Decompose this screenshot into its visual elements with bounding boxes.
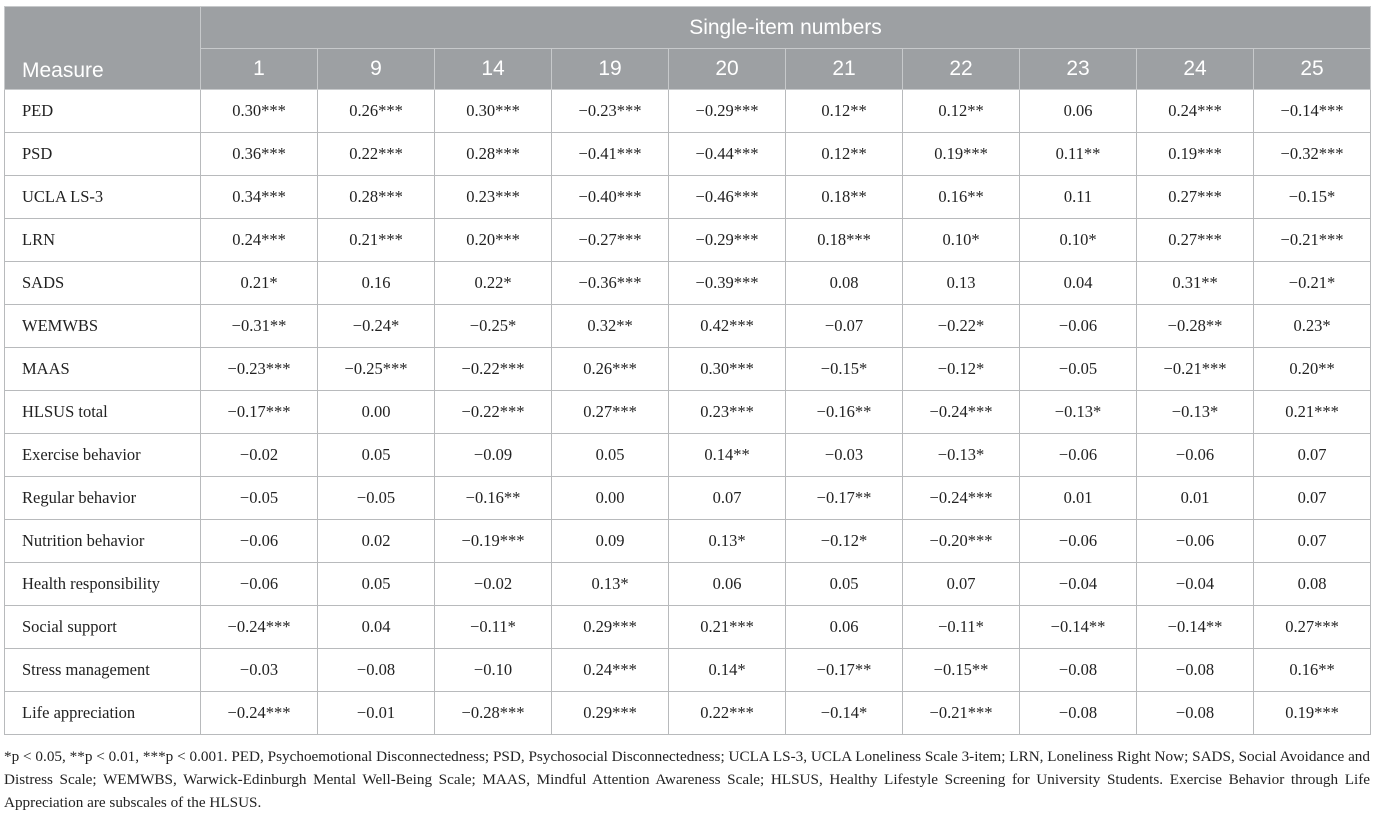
table-cell: 0.42*** — [669, 305, 786, 348]
row-label: UCLA LS-3 — [5, 176, 201, 219]
table-row — [5, 133, 1371, 176]
table-cell: −0.23*** — [201, 348, 318, 391]
table-cell: −0.24*** — [201, 606, 318, 649]
table-cell: −0.15** — [903, 649, 1020, 692]
table-cell: 0.11** — [1020, 133, 1137, 176]
row-label: Social support — [5, 606, 201, 649]
table-cell: 0.18*** — [786, 219, 903, 262]
column-header-23: 23 — [1020, 49, 1137, 90]
table-cell: 0.07 — [1254, 434, 1371, 477]
table-cell: −0.07 — [786, 305, 903, 348]
table-cell: −0.14** — [1137, 606, 1254, 649]
table-cell: −0.04 — [1137, 563, 1254, 606]
table-cell: −0.21* — [1254, 262, 1371, 305]
table-cell: 0.04 — [1020, 262, 1137, 305]
table-row — [5, 606, 1371, 649]
column-header-row — [5, 49, 1371, 90]
table-cell: −0.21*** — [1137, 348, 1254, 391]
table-cell: −0.03 — [786, 434, 903, 477]
table-cell: −0.27*** — [552, 219, 669, 262]
table-cell: −0.08 — [1020, 692, 1137, 735]
table-cell: −0.16** — [435, 477, 552, 520]
table-cell: −0.28*** — [435, 692, 552, 735]
table-cell: 0.06 — [669, 563, 786, 606]
table-cell: 0.27*** — [552, 391, 669, 434]
table-cell: 0.24*** — [552, 649, 669, 692]
row-label: LRN — [5, 219, 201, 262]
table-cell: 0.04 — [318, 606, 435, 649]
table-cell: −0.08 — [1020, 649, 1137, 692]
table-cell: −0.15* — [1254, 176, 1371, 219]
row-label: WEMWBS — [5, 305, 201, 348]
table-cell: 0.23*** — [669, 391, 786, 434]
table-row — [5, 520, 1371, 563]
table-body — [5, 90, 1371, 735]
table-cell: 0.22* — [435, 262, 552, 305]
row-label: Regular behavior — [5, 477, 201, 520]
table-cell: −0.25* — [435, 305, 552, 348]
table-cell: 0.24*** — [1137, 90, 1254, 133]
table-cell: −0.24*** — [903, 391, 1020, 434]
table-cell: −0.13* — [903, 434, 1020, 477]
table-cell: 0.26*** — [318, 90, 435, 133]
table-cell: 0.28*** — [318, 176, 435, 219]
table-cell: −0.25*** — [318, 348, 435, 391]
table-cell: 0.29*** — [552, 692, 669, 735]
table-cell: −0.14*** — [1254, 90, 1371, 133]
table-cell: 0.24*** — [201, 219, 318, 262]
table-cell: 0.08 — [786, 262, 903, 305]
table-cell: 0.26*** — [552, 348, 669, 391]
table-cell: −0.06 — [1020, 305, 1137, 348]
table-cell: 0.00 — [318, 391, 435, 434]
table-cell: −0.17*** — [201, 391, 318, 434]
row-label: SADS — [5, 262, 201, 305]
table-row — [5, 563, 1371, 606]
table-cell: 0.06 — [786, 606, 903, 649]
table-cell: 0.07 — [1254, 520, 1371, 563]
table-row — [5, 434, 1371, 477]
table-cell: 0.08 — [1254, 563, 1371, 606]
table-cell: −0.24*** — [201, 692, 318, 735]
row-label: PED — [5, 90, 201, 133]
table-row — [5, 219, 1371, 262]
table-cell: −0.03 — [201, 649, 318, 692]
table-cell: 0.07 — [1254, 477, 1371, 520]
table-cell: 0.20*** — [435, 219, 552, 262]
column-header-19: 19 — [552, 49, 669, 90]
table-cell: −0.21*** — [903, 692, 1020, 735]
row-label: MAAS — [5, 348, 201, 391]
table-cell: 0.19*** — [1254, 692, 1371, 735]
table-cell: 0.28*** — [435, 133, 552, 176]
table-cell: −0.21*** — [1254, 219, 1371, 262]
table-cell: −0.17** — [786, 477, 903, 520]
table-cell: −0.08 — [1137, 649, 1254, 692]
table-cell: 0.07 — [669, 477, 786, 520]
table-cell: −0.22*** — [435, 391, 552, 434]
table-cell: 0.27*** — [1137, 219, 1254, 262]
table-cell: 0.23*** — [435, 176, 552, 219]
table-cell: 0.10* — [1020, 219, 1137, 262]
table-row — [5, 90, 1371, 133]
table-cell: 0.21*** — [318, 219, 435, 262]
table-cell: 0.30*** — [669, 348, 786, 391]
measure-column-header: Measure — [5, 7, 201, 90]
table-cell: −0.24*** — [903, 477, 1020, 520]
table-cell: −0.36*** — [552, 262, 669, 305]
table-cell: −0.29*** — [669, 90, 786, 133]
table-cell: −0.06 — [1020, 434, 1137, 477]
table-cell: 0.18** — [786, 176, 903, 219]
table-cell: 0.00 — [552, 477, 669, 520]
table-cell: −0.08 — [318, 649, 435, 692]
row-label: Exercise behavior — [5, 434, 201, 477]
table-cell: −0.04 — [1020, 563, 1137, 606]
table-cell: −0.11* — [435, 606, 552, 649]
table-cell: 0.22*** — [669, 692, 786, 735]
table-cell: 0.31** — [1137, 262, 1254, 305]
table-cell: −0.32*** — [1254, 133, 1371, 176]
table-cell: 0.20** — [1254, 348, 1371, 391]
table-cell: 0.11 — [1020, 176, 1137, 219]
row-label: Health responsibility — [5, 563, 201, 606]
table-cell: 0.01 — [1020, 477, 1137, 520]
table-cell: −0.12* — [903, 348, 1020, 391]
table-cell: 0.14** — [669, 434, 786, 477]
column-header-22: 22 — [903, 49, 1020, 90]
table-cell: 0.07 — [903, 563, 1020, 606]
table-cell: 0.21*** — [669, 606, 786, 649]
table-cell: 0.36*** — [201, 133, 318, 176]
table-row — [5, 305, 1371, 348]
table-cell: −0.13* — [1137, 391, 1254, 434]
table-cell: 0.12** — [786, 90, 903, 133]
table-cell: 0.21*** — [1254, 391, 1371, 434]
table-row — [5, 477, 1371, 520]
column-header-1: 1 — [201, 49, 318, 90]
table-cell: −0.06 — [201, 520, 318, 563]
column-header-14: 14 — [435, 49, 552, 90]
row-label: HLSUS total — [5, 391, 201, 434]
table-cell: −0.09 — [435, 434, 552, 477]
table-row — [5, 649, 1371, 692]
row-label: PSD — [5, 133, 201, 176]
table-cell: 0.09 — [552, 520, 669, 563]
table-cell: 0.32** — [552, 305, 669, 348]
table-cell: −0.24* — [318, 305, 435, 348]
table-cell: −0.23*** — [552, 90, 669, 133]
table-cell: 0.14* — [669, 649, 786, 692]
table-header — [5, 7, 1371, 90]
table-cell: 0.16 — [318, 262, 435, 305]
table-cell: −0.22* — [903, 305, 1020, 348]
correlation-table-container — [4, 6, 1370, 735]
table-cell: −0.14** — [1020, 606, 1137, 649]
table-cell: −0.10 — [435, 649, 552, 692]
table-cell: −0.06 — [1020, 520, 1137, 563]
table-cell: 0.12** — [903, 90, 1020, 133]
table-cell: 0.34*** — [201, 176, 318, 219]
table-cell: 0.23* — [1254, 305, 1371, 348]
table-cell: −0.29*** — [669, 219, 786, 262]
table-cell: −0.28** — [1137, 305, 1254, 348]
table-cell: −0.05 — [318, 477, 435, 520]
table-row — [5, 692, 1371, 735]
table-cell: 0.01 — [1137, 477, 1254, 520]
table-cell: −0.13* — [1020, 391, 1137, 434]
column-header-25: 25 — [1254, 49, 1371, 90]
table-cell: 0.19*** — [1137, 133, 1254, 176]
table-cell: −0.31** — [201, 305, 318, 348]
table-cell: 0.16** — [1254, 649, 1371, 692]
table-cell: −0.22*** — [435, 348, 552, 391]
table-cell: 0.29*** — [552, 606, 669, 649]
table-row — [5, 348, 1371, 391]
table-cell: −0.02 — [201, 434, 318, 477]
table-cell: −0.05 — [201, 477, 318, 520]
single-item-numbers-header: Single-item numbers — [201, 7, 1371, 49]
table-cell: 0.05 — [318, 434, 435, 477]
table-cell: −0.08 — [1137, 692, 1254, 735]
column-header-24: 24 — [1137, 49, 1254, 90]
table-cell: 0.27*** — [1254, 606, 1371, 649]
table-cell: 0.05 — [318, 563, 435, 606]
table-cell: −0.19*** — [435, 520, 552, 563]
table-cell: −0.46*** — [669, 176, 786, 219]
table-cell: 0.06 — [1020, 90, 1137, 133]
table-cell: −0.06 — [1137, 520, 1254, 563]
table-cell: −0.17** — [786, 649, 903, 692]
table-row — [5, 391, 1371, 434]
table-cell: 0.02 — [318, 520, 435, 563]
table-cell: 0.12** — [786, 133, 903, 176]
table-cell: 0.19*** — [903, 133, 1020, 176]
correlation-table — [4, 6, 1371, 735]
column-header-9: 9 — [318, 49, 435, 90]
table-cell: 0.05 — [786, 563, 903, 606]
table-cell: 0.30*** — [435, 90, 552, 133]
table-cell: −0.05 — [1020, 348, 1137, 391]
table-cell: −0.02 — [435, 563, 552, 606]
table-cell: −0.16** — [786, 391, 903, 434]
table-cell: 0.13 — [903, 262, 1020, 305]
table-cell: 0.21* — [201, 262, 318, 305]
column-header-20: 20 — [669, 49, 786, 90]
table-cell: 0.27*** — [1137, 176, 1254, 219]
table-cell: 0.13* — [552, 563, 669, 606]
table-cell: −0.41*** — [552, 133, 669, 176]
table-cell: −0.06 — [201, 563, 318, 606]
table-cell: −0.39*** — [669, 262, 786, 305]
table-cell: 0.22*** — [318, 133, 435, 176]
table-cell: 0.10* — [903, 219, 1020, 262]
table-cell: −0.14* — [786, 692, 903, 735]
table-cell: −0.01 — [318, 692, 435, 735]
table-cell: 0.05 — [552, 434, 669, 477]
table-row — [5, 262, 1371, 305]
table-footnote: *p < 0.05, **p < 0.01, ***p < 0.001. PED, Psychoemotional Disconnectedness; PSD, Psychosocial Disconnectedness; UCLA LS-3, UCLA Loneliness Scale 3-item; LRN, Loneliness Right Now; SADS, Social Avoidance and Distress Scale; WEMWBS, Warwick-Edinburgh Mental Well-Being Scale; MAAS, Mindful Attention Awareness Scale; HLSUS, Healthy Lifestyle Screening for University Students. Exercise Behavior through Life Appreciation are subscales of the HLSUS. — [4, 748, 1370, 811]
row-label: Nutrition behavior — [5, 520, 201, 563]
table-cell: −0.11* — [903, 606, 1020, 649]
table-cell: 0.30*** — [201, 90, 318, 133]
table-cell: −0.15* — [786, 348, 903, 391]
table-cell: 0.16** — [903, 176, 1020, 219]
table-cell: −0.44*** — [669, 133, 786, 176]
table-cell: 0.13* — [669, 520, 786, 563]
table-cell: −0.12* — [786, 520, 903, 563]
table-cell: −0.20*** — [903, 520, 1020, 563]
row-label: Life appreciation — [5, 692, 201, 735]
row-label: Stress management — [5, 649, 201, 692]
column-header-21: 21 — [786, 49, 903, 90]
table-row — [5, 176, 1371, 219]
table-cell: −0.06 — [1137, 434, 1254, 477]
table-cell: −0.40*** — [552, 176, 669, 219]
